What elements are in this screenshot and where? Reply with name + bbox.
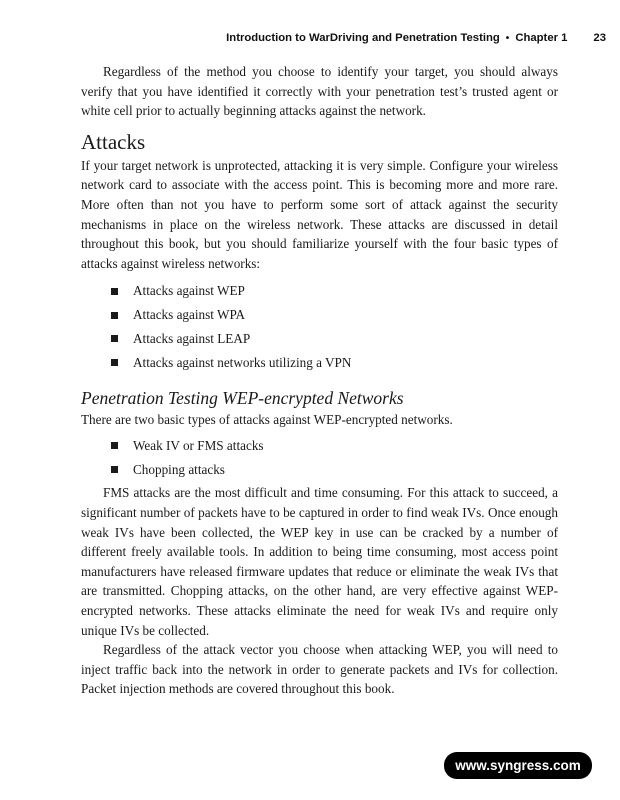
attacks-heading: Attacks xyxy=(81,129,146,154)
page-body xyxy=(81,62,558,699)
list-item-text: Attacks against LEAP xyxy=(133,330,251,346)
running-title: Introduction to WarDriving and Penetration Testing xyxy=(226,32,500,44)
list-item xyxy=(81,436,558,456)
bullet-icon xyxy=(111,359,118,366)
chapter-label: Chapter 1 xyxy=(515,32,568,44)
bullet-icon xyxy=(111,466,118,473)
list-item-text: Attacks against WPA xyxy=(133,307,246,323)
attacks-paragraph: If your target network is unprotected, attacking it is very simple. Configure your wireless network card to associate with the access point. This is becoming more and more rare. More often than not you have to perform some sort of attack against the security mechanisms in place on the wireless network. These attacks are discussed in detail throughout this book, but you should familiarize yourself with the four basic types of attacks against wireless networks: xyxy=(81,157,558,271)
fms-paragraph: FMS attacks are the most difficult and time consuming. For this attack to succeed, a significant number of packets have to be captured in order to find weak IVs. Once enough weak IVs have been collected, the WEP key in use can be cracked by a number of different freely available tools. In addition to being time consuming, most access point manufacturers have released firmware updates that reduce or eliminate the weak IVs that are transmitted. Chopping attacks, on the other hand, are very effective against WEP-encrypted networks. These attacks eliminate the need for weak IVs and require only unique IVs be collected. xyxy=(81,485,558,638)
wep-intro-paragraph: There are two basic types of attacks against WEP-encrypted networks. xyxy=(81,412,453,428)
wep-attack-types-list xyxy=(81,436,558,479)
list-item-text: Attacks against WEP xyxy=(133,283,245,299)
header-separator: • xyxy=(505,33,510,44)
list-item xyxy=(81,329,558,349)
intro-paragraph: Regardless of the method you choose to identify your target, you should always verify that you have identified it correctly with your penetration test’s trusted agent or white cell prior to actually beginning attacks against the network. xyxy=(81,64,558,119)
list-item xyxy=(81,305,558,325)
bullet-icon xyxy=(111,442,118,449)
bullet-icon xyxy=(111,312,118,319)
list-item xyxy=(81,460,558,480)
vector-paragraph: Regardless of the attack vector you choose when attacking WEP, you will need to inject traffic back into the network in order to generate packets and IVs for collection. Packet injection methods are covered throughout this book. xyxy=(81,642,558,697)
list-item-text: Weak IV or FMS attacks xyxy=(133,437,264,453)
page-number: 23 xyxy=(593,32,606,44)
website-url: www.syngress.com xyxy=(455,758,581,773)
bullet-icon xyxy=(111,288,118,295)
running-header xyxy=(226,32,606,44)
list-item-text: Attacks against networks utilizing a VPN xyxy=(133,354,352,370)
list-item xyxy=(81,281,558,301)
wep-heading: Penetration Testing WEP-encrypted Networks xyxy=(81,388,404,409)
list-item xyxy=(81,353,558,373)
list-item-text: Chopping attacks xyxy=(133,461,225,477)
website-badge xyxy=(444,752,592,779)
attack-types-list xyxy=(81,281,558,372)
bullet-icon xyxy=(111,335,118,342)
